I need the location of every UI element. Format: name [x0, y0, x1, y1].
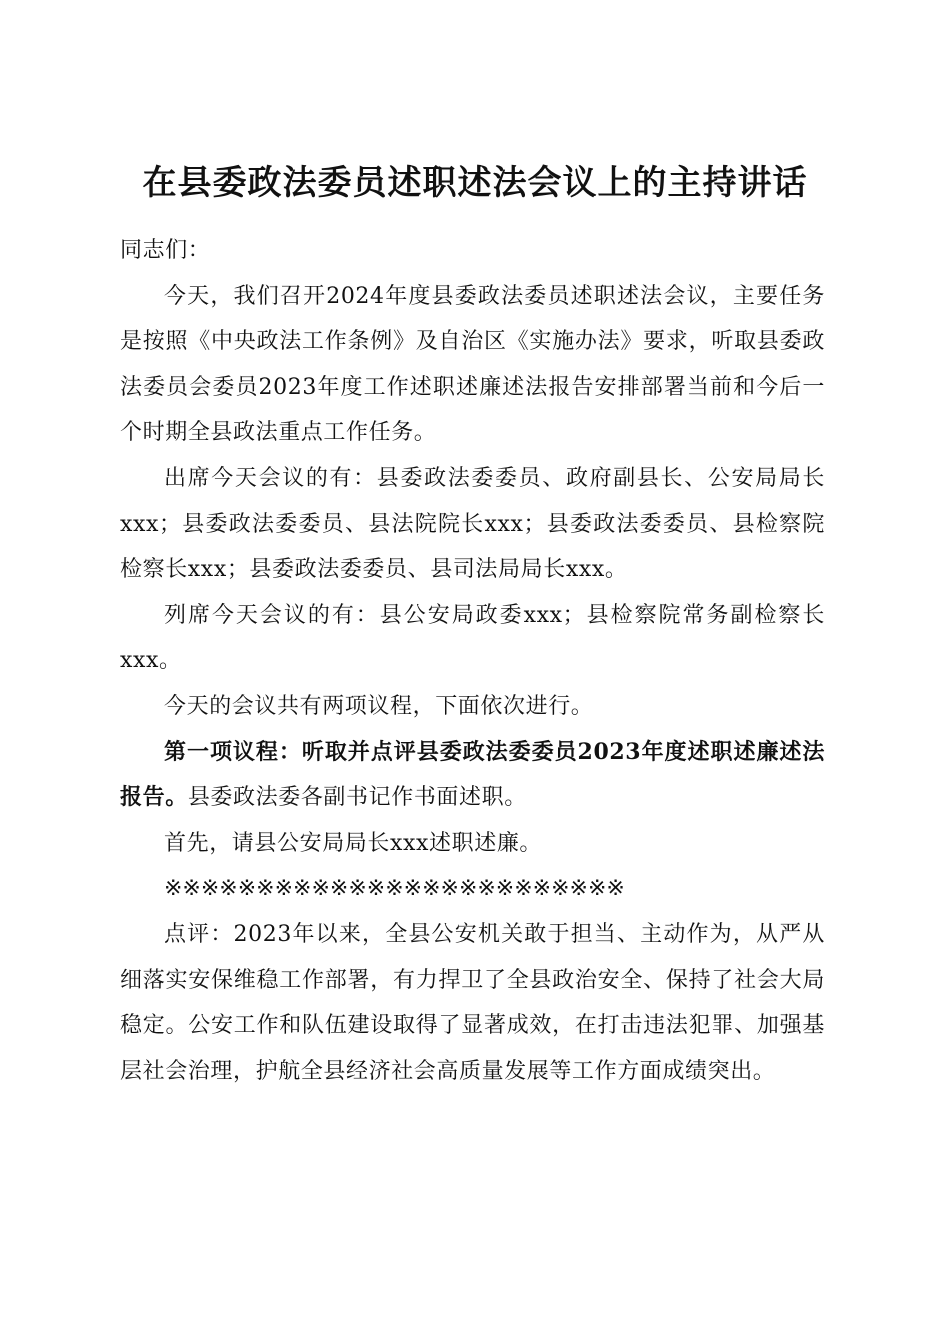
- first-agenda-note: 县委政法委各副书记作书面述职。: [187, 785, 527, 811]
- salutation: 同志们：: [120, 238, 211, 263]
- document-body: [120, 228, 825, 1094]
- paragraph-first-speaker: 首先，请县公安局局长xxx述职述廉。: [164, 830, 543, 856]
- paragraph-meeting-purpose: 今天，我们召开2024年度县委政法委员述职述法会议，主要任务是按照《中央政法工作条例》及自治区《实施办法》要求，听取县委政法委员会委员2023年度工作述职述廉述法报告安排部署当前和今后一个时期全县政法重点工作任务。: [120, 283, 825, 446]
- separator-line: ※※※※※※※※※※※※※※※※※※※※※※※※※: [164, 876, 625, 902]
- paragraph-review: 点评：2023年以来，全县公安机关敢于担当、主动作为，从严从细落实安保维稳工作部署，有力捍卫了全县政治安全、保持了社会大局稳定。公安工作和队伍建设取得了显著成效，在打击违法犯罪、加强基层社会治理，护航全县经济社会高质量发展等工作方面成绩突出。: [120, 921, 825, 1084]
- paragraph-attendees: 出席今天会议的有：县委政法委委员、政府副县长、公安局局长xxx；县委政法委委员、县法院院长xxx；县委政法委委员、县检察院检察长xxx；县委政法委委员、县司法局局长xxx。: [120, 465, 825, 583]
- paragraph-agenda-intro: 今天的会议共有两项议程，下面依次进行。: [164, 693, 594, 719]
- paragraph-first-agenda: [120, 730, 825, 821]
- paragraph-observers: 列席今天会议的有：县公安局政委xxx；县检察院常务副检察长xxx。: [120, 602, 825, 674]
- document-title: 在县委政法委员述职述法会议上的主持讲话: [142, 162, 808, 203]
- first-agenda-heading: 第一项议程：听取并点评县委政法委委员2023年度述职述廉述法报告。: [120, 738, 825, 811]
